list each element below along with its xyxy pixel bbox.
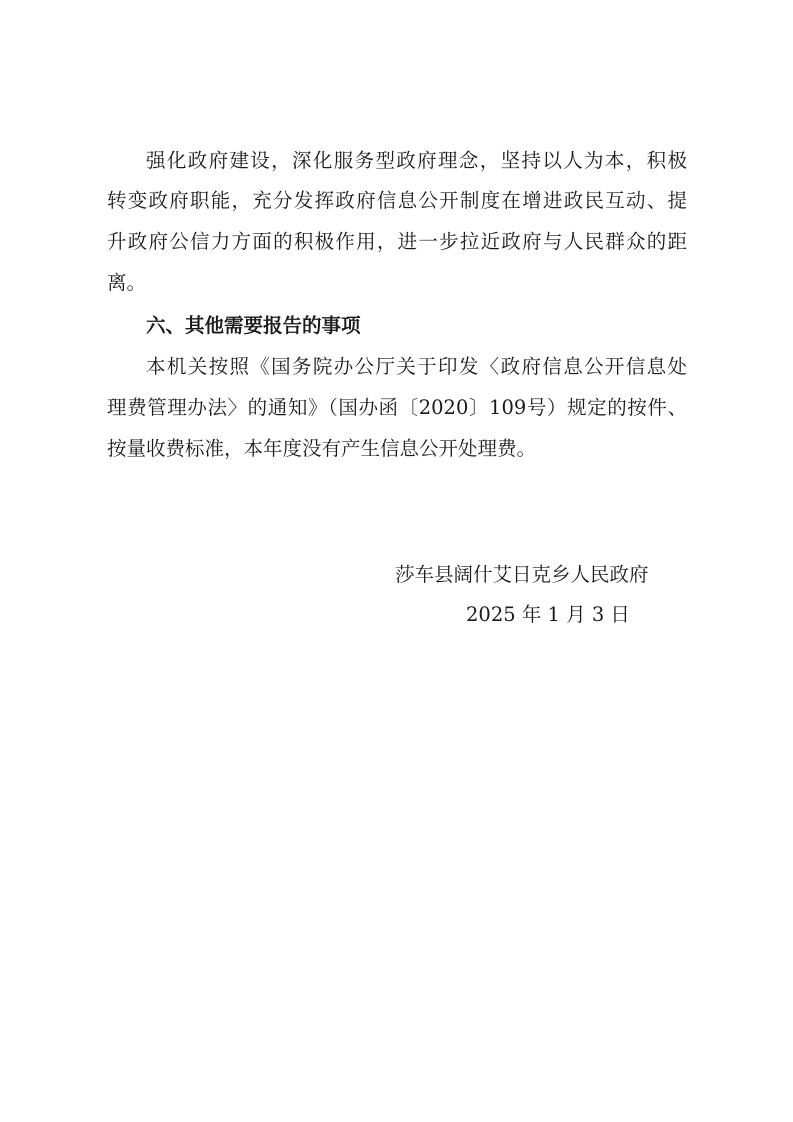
section6-line-2: 理费管理办法〉的通知》（国办函〔2020〕109号）规定的按件、 bbox=[107, 396, 687, 419]
paragraph1-line-3: 升政府公信力方面的积极作用，进一步拉近政府与人民群众的距 bbox=[107, 230, 687, 253]
signature-date: 2025 年 1 月 3 日 bbox=[466, 603, 630, 626]
paragraph1-line-4: 离。 bbox=[107, 271, 147, 294]
paragraph1-line-1: 强化政府建设，深化服务型政府理念，坚持以人为本，积极 bbox=[146, 149, 687, 172]
signature-organization: 莎车县阔什艾日克乡人民政府 bbox=[395, 563, 649, 586]
paragraph1-line-2: 转变政府职能，充分发挥政府信息公开制度在增进政民互动、提 bbox=[107, 189, 687, 212]
section6-line-1: 本机关按照《国务院办公厅关于印发〈政府信息公开信息处 bbox=[146, 355, 687, 378]
section6-line-3: 按量收费标准，本年度没有产生信息公开处理费。 bbox=[107, 437, 537, 460]
section6-heading: 六、其他需要报告的事项 bbox=[146, 314, 361, 337]
